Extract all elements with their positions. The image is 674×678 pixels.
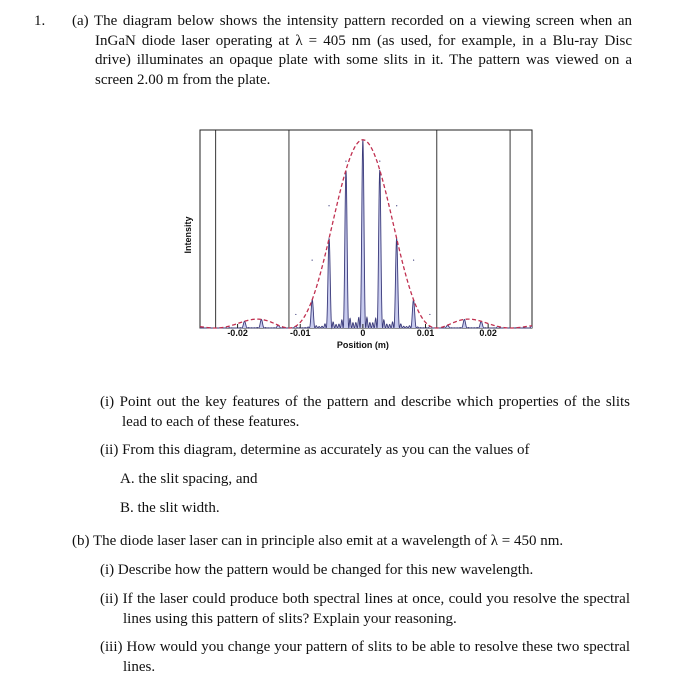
- plot-frame: [200, 130, 532, 328]
- x-axis-label: Position (m): [336, 340, 389, 350]
- question-number: 1.: [34, 13, 46, 29]
- part-b-i-text: Describe how the pattern would be changed for this new wavelength.: [117, 562, 534, 578]
- part-a-ii-B: B. the slit width.: [120, 500, 220, 516]
- principal-maximum: [312, 260, 313, 261]
- part-a-i: [100, 393, 630, 432]
- part-a-paragraph: [72, 12, 632, 90]
- part-b-i: [100, 561, 630, 581]
- part-b-iii: [100, 638, 630, 677]
- x-tick-label: 0: [360, 328, 366, 338]
- part-a-ii-A: A. the slit spacing, and: [120, 471, 258, 487]
- x-tick-label: 0.01: [416, 328, 435, 338]
- part-b-ii: [100, 590, 630, 629]
- chart-svg: [182, 125, 552, 357]
- principal-maximum: [413, 260, 414, 261]
- x-tick-label: 0.02: [479, 328, 497, 338]
- envelope-curve: [200, 140, 532, 328]
- principal-maximum: [328, 205, 329, 206]
- part-a-i-text: Point out the key features of the pattern and describe which properties of the slits lead to each of these features.: [119, 394, 630, 430]
- principal-maximum: [396, 205, 397, 206]
- principal-maximum: [345, 161, 346, 162]
- part-a-i-label: (i): [100, 394, 115, 410]
- principal-maximum: [429, 314, 430, 315]
- x-tick-label: -0.01: [289, 328, 311, 338]
- intensity-chart: [182, 125, 552, 362]
- intensity-fill: [200, 140, 532, 328]
- part-b-iii-text: How would you change your pattern of slits to be able to resolve these two spectral lines.: [123, 639, 631, 675]
- intensity-curve: [200, 140, 532, 328]
- part-a-text: The diagram below shows the intensity pattern recorded on a viewing screen when an InGaN diode laser operating at λ = 405 nm (as used, for example, in a Blu-ray Disc drive) illuminates an opaque plate with some slits in it. The pattern was viewed on a screen 2.00 m from the plate.: [93, 13, 632, 88]
- part-b-text: The diode laser laser can in principle also emit at a wavelength of λ = 450 nm.: [92, 533, 564, 549]
- part-b: [72, 532, 632, 552]
- part-b-label: (b): [72, 533, 90, 549]
- principal-maximum: [379, 161, 380, 162]
- part-b-ii-text: If the laser could produce both spectral lines at once, could you resolve the spectral lines using this pattern of slits? Explain your reasoning.: [122, 591, 631, 627]
- part-a-label: (a): [72, 13, 89, 29]
- part-b-iii-label: (iii): [100, 639, 123, 655]
- part-a-ii-text: From this diagram, determine as accurately as you can the values of: [122, 442, 530, 458]
- part-a-ii: [100, 441, 630, 461]
- y-axis-label: Intensity: [183, 216, 193, 254]
- part-b-ii-label: (ii): [100, 591, 119, 607]
- x-tick-label: -0.02: [227, 328, 248, 338]
- part-a: [72, 12, 632, 90]
- part-b-i-label: (i): [100, 562, 115, 578]
- part-a-ii-label: (ii): [100, 442, 119, 458]
- principal-maximum: [295, 314, 296, 315]
